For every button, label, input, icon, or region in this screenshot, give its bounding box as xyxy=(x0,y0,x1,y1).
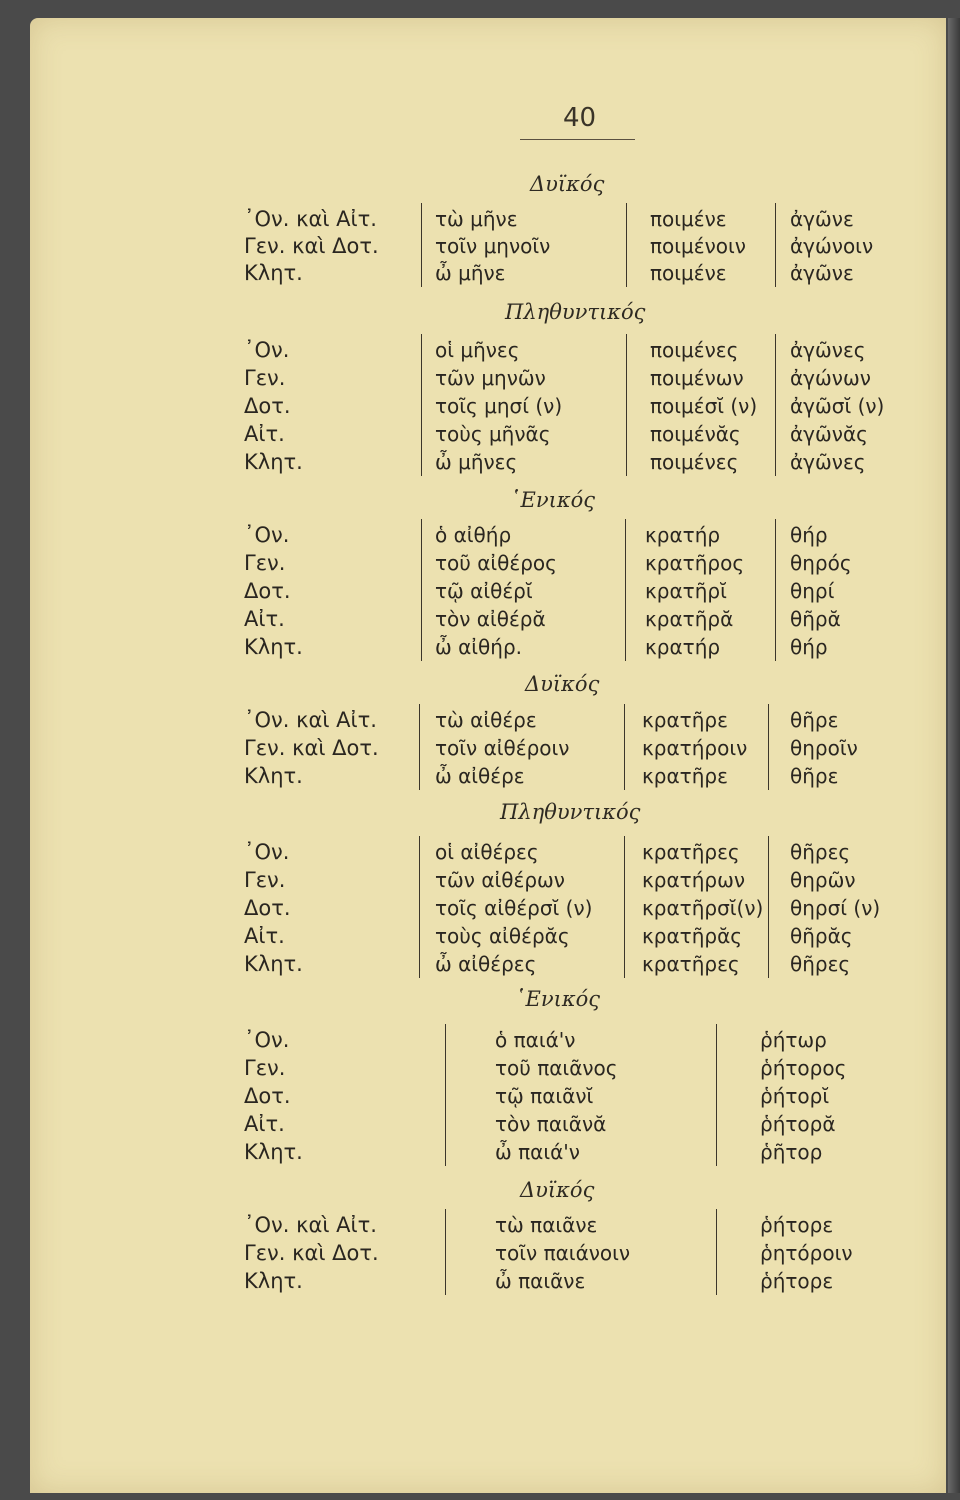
section-title: ῾Ενικός xyxy=(515,987,601,1011)
case-label: ᾿Ον. καὶ Αἰτ. xyxy=(244,207,377,231)
column-divider xyxy=(768,704,769,790)
form-cell: ποιμέσῐ (ν) xyxy=(650,394,758,418)
column-divider xyxy=(716,1024,717,1166)
case-label: Κλητ. xyxy=(244,764,303,788)
case-label: Κλητ. xyxy=(244,952,303,976)
form-cell: τὼ μῆνε xyxy=(435,207,518,231)
case-label: Κλητ. xyxy=(244,1269,303,1293)
form-cell: ὦ παιά'ν xyxy=(495,1140,580,1164)
form-cell: ὦ μῆνες xyxy=(435,450,518,474)
column-divider xyxy=(626,334,627,476)
form-cell: θηροῖν xyxy=(790,736,858,760)
page-edge xyxy=(948,18,960,1493)
case-label: Γεν. καὶ Δοτ. xyxy=(244,234,379,258)
form-cell: ἀγώνων xyxy=(790,366,871,390)
column-divider xyxy=(775,334,776,476)
form-cell: θῆρᾰς xyxy=(790,924,853,948)
form-cell: ὁ παιά'ν xyxy=(495,1028,576,1052)
form-cell: ῥῆτορ xyxy=(760,1140,823,1164)
form-cell: ποιμένᾰς xyxy=(650,422,741,446)
form-cell: ποιμένε xyxy=(650,261,727,285)
case-label: Γεν. καὶ Δοτ. xyxy=(244,736,379,760)
section-title: Πληθυντικός xyxy=(500,800,641,824)
case-label: Αἰτ. xyxy=(244,607,285,631)
form-cell: τὸν παιᾶνᾰ xyxy=(495,1112,607,1136)
form-cell: τὼ αἰθέρε xyxy=(435,708,537,732)
case-label: ᾿Ον. καὶ Αἰτ. xyxy=(244,1213,377,1237)
column-divider xyxy=(775,203,776,287)
case-label: Δοτ. xyxy=(244,1084,291,1108)
section-title: ῾Ενικός xyxy=(510,488,596,512)
form-cell: ἀγῶσῐ (ν) xyxy=(790,394,885,418)
form-cell: θῆρε xyxy=(790,708,839,732)
form-cell: ἀγώνοιν xyxy=(790,234,874,258)
form-cell: κρατῆρος xyxy=(645,551,745,575)
section-title: Πληθυντικός xyxy=(505,300,646,324)
form-cell: τοῖν αἰθέροιν xyxy=(435,736,570,760)
form-cell: τοῖς αἰθέρσῐ (ν) xyxy=(435,896,593,920)
column-divider xyxy=(419,704,420,790)
form-cell: τοῖν μηνοῖν xyxy=(435,234,551,258)
section-title: Δυϊκός xyxy=(520,1178,595,1202)
form-cell: θῆρε xyxy=(790,764,839,788)
case-label: Κλητ. xyxy=(244,635,303,659)
form-cell: ὁ αἰθήρ xyxy=(435,523,512,547)
case-label: Δοτ. xyxy=(244,896,291,920)
case-label: Αἰτ. xyxy=(244,422,285,446)
column-divider xyxy=(421,203,422,287)
form-cell: θῆρες xyxy=(790,952,851,976)
form-cell: θῆρες xyxy=(790,840,851,864)
form-cell: κρατήρων xyxy=(642,868,745,892)
form-cell: ὦ παιᾶνε xyxy=(495,1269,586,1293)
case-label: Αἰτ. xyxy=(244,1112,285,1136)
form-cell: κρατῆρᾰ xyxy=(645,607,734,631)
form-cell: τοὺς μῆνᾶς xyxy=(435,422,551,446)
form-cell: τῷ παιᾶνῐ xyxy=(495,1084,594,1108)
form-cell: τὸν αἰθέρᾰ xyxy=(435,607,546,631)
case-label: ᾿Ον. xyxy=(244,338,290,362)
case-label: Γεν. xyxy=(244,868,286,892)
case-label: ᾿Ον. καὶ Αἰτ. xyxy=(244,708,377,732)
column-divider xyxy=(775,519,776,661)
form-cell: τῶν μηνῶν xyxy=(435,366,546,390)
column-divider xyxy=(419,836,420,978)
form-cell: ποιμένε xyxy=(650,207,727,231)
form-cell: ποιμένες xyxy=(650,338,739,362)
case-label: Γεν. καὶ Δοτ. xyxy=(244,1241,379,1265)
case-label: Κλητ. xyxy=(244,1140,303,1164)
column-divider xyxy=(445,1024,446,1166)
form-cell: κρατῆρε xyxy=(642,708,728,732)
column-divider xyxy=(421,519,422,661)
form-cell: ἀγῶνες xyxy=(790,338,866,362)
column-divider xyxy=(768,836,769,978)
form-cell: θηρσί (ν) xyxy=(790,896,881,920)
case-label: Κλητ. xyxy=(244,450,303,474)
form-cell: κρατῆρες xyxy=(642,952,740,976)
form-cell: θῆρᾰ xyxy=(790,607,841,631)
column-divider xyxy=(625,519,626,661)
case-label: ᾿Ον. xyxy=(244,1028,290,1052)
form-cell: ἀγῶνε xyxy=(790,207,854,231)
form-cell: τοῦ αἰθέρος xyxy=(435,551,557,575)
form-cell: οἱ μῆνες xyxy=(435,338,520,362)
form-cell: κρατήρ xyxy=(645,523,721,547)
form-cell: τοῖς μησί (ν) xyxy=(435,394,563,418)
column-divider xyxy=(716,1209,717,1295)
case-label: Γεν. xyxy=(244,366,286,390)
form-cell: κρατήροιν xyxy=(642,736,748,760)
form-cell: ῥήτωρ xyxy=(760,1028,827,1052)
form-cell: θηρός xyxy=(790,551,852,575)
form-cell: ῥήτορος xyxy=(760,1056,847,1080)
case-label: ᾿Ον. xyxy=(244,523,290,547)
form-cell: ῥήτορε xyxy=(760,1213,834,1237)
form-cell: οἱ αἰθέρες xyxy=(435,840,539,864)
form-cell: ὦ αἰθέρες xyxy=(435,952,537,976)
case-label: Αἰτ. xyxy=(244,924,285,948)
form-cell: τοὺς αἰθέρᾰς xyxy=(435,924,570,948)
form-cell: ἀγῶνᾰς xyxy=(790,422,868,446)
case-label: Δοτ. xyxy=(244,394,291,418)
form-cell: θηρῶν xyxy=(790,868,856,892)
form-cell: ἀγῶνε xyxy=(790,261,854,285)
form-cell: τοῖν παιάνοιν xyxy=(495,1241,631,1265)
case-label: Δοτ. xyxy=(244,579,291,603)
form-cell: κρατῆρσῐ(ν) xyxy=(642,896,764,920)
form-cell: θήρ xyxy=(790,523,828,547)
form-cell: ὦ μῆνε xyxy=(435,261,506,285)
form-cell: κρατῆρῐ xyxy=(645,579,727,603)
form-cell: κρατήρ xyxy=(645,635,721,659)
form-cell: ῥήτορᾰ xyxy=(760,1112,836,1136)
case-label: ᾿Ον. xyxy=(244,840,290,864)
form-cell: τοῦ παιᾶνος xyxy=(495,1056,618,1080)
form-cell: ὦ αἰθέρε xyxy=(435,764,525,788)
column-divider xyxy=(421,334,422,476)
form-cell: ῥήτορε xyxy=(760,1269,834,1293)
form-cell: ὦ αἰθήρ. xyxy=(435,635,523,659)
case-label: Γεν. xyxy=(244,1056,286,1080)
form-cell: ἀγῶνες xyxy=(790,450,866,474)
form-cell: κρατῆρες xyxy=(642,840,740,864)
form-cell: ῥήτορῐ xyxy=(760,1084,830,1108)
column-divider xyxy=(626,203,627,287)
page-number-rule xyxy=(520,139,635,140)
form-cell: τῶν αἰθέρων xyxy=(435,868,565,892)
form-cell: ποιμένες xyxy=(650,450,739,474)
section-title: Δυϊκός xyxy=(525,672,600,696)
form-cell: τῷ αἰθέρῐ xyxy=(435,579,533,603)
form-cell: κρατῆρᾰς xyxy=(642,924,742,948)
form-cell: τὼ παιᾶνε xyxy=(495,1213,598,1237)
form-cell: θήρ xyxy=(790,635,828,659)
page-number: 40 xyxy=(563,103,597,133)
case-label: Γεν. xyxy=(244,551,286,575)
column-divider xyxy=(445,1209,446,1295)
section-title: Δυϊκός xyxy=(530,172,605,196)
form-cell: θηρί xyxy=(790,579,835,603)
form-cell: κρατῆρε xyxy=(642,764,728,788)
form-cell: ποιμένων xyxy=(650,366,744,390)
column-divider xyxy=(624,836,625,978)
form-cell: ῥητόροιν xyxy=(760,1241,853,1265)
case-label: Κλητ. xyxy=(244,261,303,285)
form-cell: ποιμένοιν xyxy=(650,234,746,258)
column-divider xyxy=(624,704,625,790)
